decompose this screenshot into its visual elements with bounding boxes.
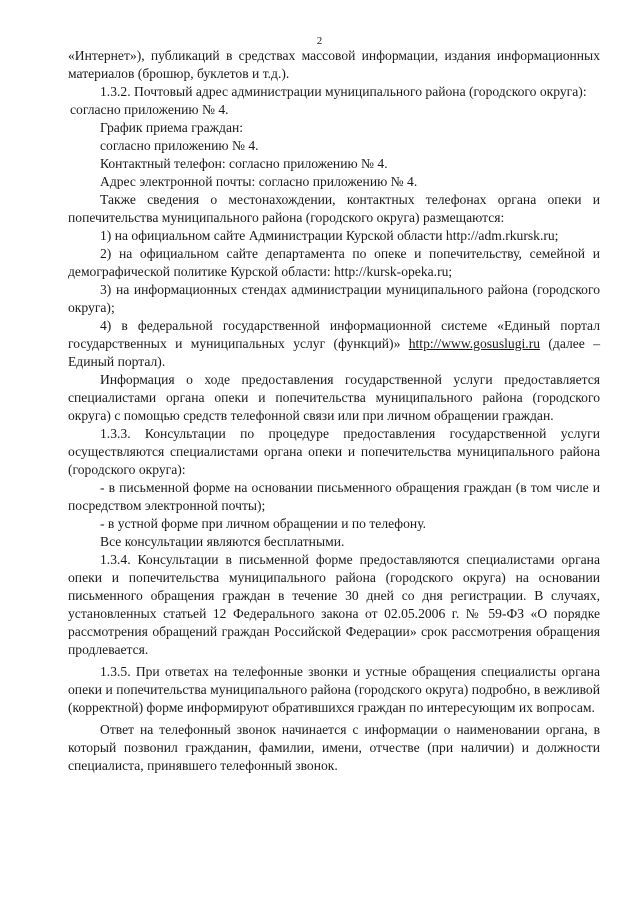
- list-item-2-department-site: 2) на официальном сайте департамента по опеке и попечительству, семейной и демографической политике Курской области: http://kursk-opeka.ru;: [68, 246, 600, 279]
- document-body: [68, 47, 600, 775]
- paragraph-1-3-2: 1.3.2. Почтовый адрес администрации муниципального района (городского округа):: [100, 84, 587, 99]
- paragraph-1-3-3: 1.3.3. Консультации по процедуре предоставления государственной услуги осуществляются специалистами органа опеки и попечительства муниципального района (городского округа):: [68, 426, 600, 477]
- list-item-1-official-site: 1) на официальном сайте Администрации Курской области http://adm.rkursk.ru;: [100, 228, 559, 243]
- paragraph-postal-address-value: согласно приложению № 4.: [70, 102, 229, 117]
- gosuslugi-link[interactable]: http://www.gosuslugi.ru: [408, 336, 541, 351]
- paragraph-reception-schedule-value: согласно приложению № 4.: [100, 138, 259, 153]
- paragraph-1-3-4: 1.3.4. Консультации в письменной форме предоставляются специалистами органа опеки и попечительства муниципального района (городского округа) на основании письменного обращения граждан в течение 30 дней со дня регистрации. В случаях, установленных статьей 12 Федерального закона от 02.05.2006 г. № 59-ФЗ «О порядке рассмотрения обращений граждан Российской Федерации» срок рассмотрения обращения продлевается.: [68, 552, 600, 657]
- paragraph-intro-continuation: «Интернет»), публикаций в средствах массовой информации, издания информационных материалов (брошюр, буклетов и т.д.).: [68, 48, 600, 81]
- paragraph-phone-answer: Ответ на телефонный звонок начинается с информации о наименовании органа, в который позвонил гражданин, фамилии, имени, отчестве (при наличии) и должности специалиста, принявшего телефонный звонок.: [68, 722, 600, 773]
- paragraph-free-consultations: Все консультации являются бесплатными.: [100, 534, 345, 549]
- list-item-4-tail: (далее – Единый портал).: [68, 336, 600, 369]
- list-item-written-form: - в письменной форме на основании письменного обращения граждан (в том числе и посредством электронной почты);: [68, 480, 600, 513]
- paragraph-1-3-5: 1.3.5. При ответах на телефонные звонки и устные обращения специалисты органа опеки и попечительства муниципального района (городского округа) подробно, в вежливой (корректной) форме информируют обратившихся граждан по интересующим их вопросам.: [68, 664, 600, 715]
- list-item-4-text: 4) в федеральной государственной информационной системе «Единый портал государственных и муниципальных услуг (функций)»: [68, 318, 600, 351]
- page-number: 2: [316, 35, 323, 47]
- paragraph-email: Адрес электронной почты: согласно приложению № 4.: [100, 174, 418, 189]
- paragraph-contact-phone: Контактный телефон: согласно приложению № 4.: [100, 156, 388, 171]
- paragraph-also-info: Также сведения о местонахождении, контактных телефонах органа опеки и попечительства муниципального района (городского округа) размещаются:: [68, 192, 600, 225]
- paragraph-progress-info: Информация о ходе предоставления государственной услуги предоставляется специалистами органа опеки и попечительства муниципального района (городского округа) с помощью средств телефонной связи или при личном обращении граждан.: [68, 372, 600, 423]
- paragraph-reception-schedule: График приема граждан:: [100, 120, 244, 135]
- list-item-3-info-stands: 3) на информационных стендах администрации муниципального района (городского округа);: [68, 282, 600, 315]
- list-item-oral-form: - в устной форме при личном обращении и по телефону.: [100, 516, 427, 531]
- list-item-4-federal-portal: [68, 317, 600, 371]
